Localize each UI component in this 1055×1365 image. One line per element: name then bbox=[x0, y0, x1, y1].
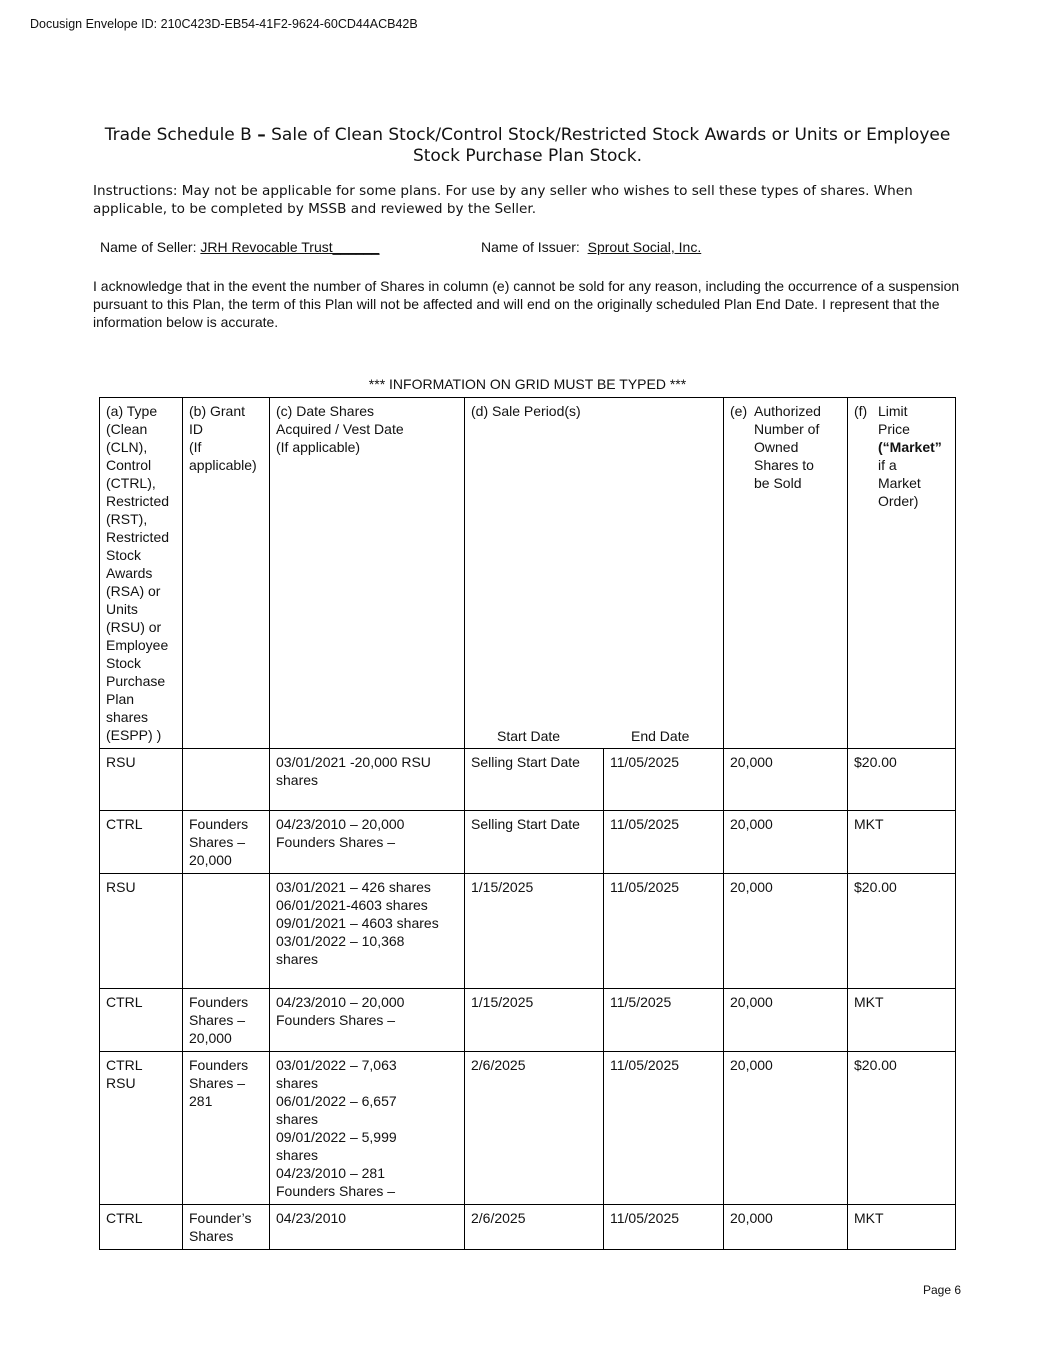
cell-type: CTRL bbox=[100, 989, 183, 1052]
cell-price: $20.00 bbox=[848, 749, 956, 811]
header-limit-price bbox=[848, 398, 956, 749]
issuer-value: Sprout Social, Inc. bbox=[587, 239, 702, 255]
cell-shares: 20,000 bbox=[724, 989, 848, 1052]
table-row bbox=[100, 874, 956, 989]
cell-grant: Founder’s Shares bbox=[183, 1205, 270, 1250]
cell-type: RSU bbox=[100, 749, 183, 811]
names-line bbox=[100, 239, 702, 255]
cell-price: $20.00 bbox=[848, 1052, 956, 1205]
cell-end: 11/05/2025 bbox=[604, 874, 724, 989]
cell-acquired: 04/23/2010 – 20,000 Founders Shares – bbox=[270, 811, 465, 874]
header-start-date: Start Date bbox=[497, 728, 561, 744]
header-f-line3: if a Market Order) bbox=[878, 457, 921, 509]
grid-note: *** INFORMATION ON GRID MUST BE TYPED *** bbox=[368, 376, 687, 392]
header-authorized-shares bbox=[724, 398, 848, 749]
cell-start: 1/15/2025 bbox=[465, 874, 604, 989]
cell-shares: 20,000 bbox=[724, 811, 848, 874]
cell-type: CTRL RSU bbox=[100, 1052, 183, 1205]
seller-value: JRH Revocable Trust______ bbox=[200, 239, 380, 255]
cell-type: CTRL bbox=[100, 1205, 183, 1250]
cell-shares: 20,000 bbox=[724, 874, 848, 989]
cell-grant bbox=[183, 874, 270, 989]
trade-schedule-table bbox=[99, 397, 956, 1250]
cell-grant: Founders Shares – 20,000 bbox=[183, 811, 270, 874]
cell-acquired: 03/01/2022 – 7,063 shares 06/01/2022 – 6,657 shares 09/01/2022 – 5,999 shares 04/23/2010 – 281 Founders Shares – bbox=[270, 1052, 465, 1205]
issuer-label: Name of Issuer: bbox=[481, 239, 580, 255]
cell-type: RSU bbox=[100, 874, 183, 989]
table-row bbox=[100, 1205, 956, 1250]
header-sale-period-label: (d) Sale Period(s) bbox=[471, 403, 581, 419]
cell-start: Selling Start Date bbox=[465, 811, 604, 874]
cell-start: 1/15/2025 bbox=[465, 989, 604, 1052]
cell-start: 2/6/2025 bbox=[465, 1205, 604, 1250]
cell-acquired: 03/01/2021 -20,000 RSU shares bbox=[270, 749, 465, 811]
title-dash: – bbox=[257, 125, 266, 145]
header-date-acquired: (c) Date Shares Acquired / Vest Date (If applicable) bbox=[270, 398, 465, 749]
table-row bbox=[100, 989, 956, 1052]
page-title bbox=[90, 125, 965, 167]
cell-price: $20.00 bbox=[848, 874, 956, 989]
cell-end: 11/05/2025 bbox=[604, 811, 724, 874]
acknowledgement: I acknowledge that in the event the number of Shares in column (e) cannot be sold for any reason, including the occurrence of a suspension pursuant to this Plan, the term of this Plan will not be affected and will end on the originally scheduled Plan End Date. I represent that the information below is accurate. bbox=[93, 278, 960, 330]
cell-acquired: 04/23/2010 bbox=[270, 1205, 465, 1250]
header-type: (a) Type (Clean (CLN), Control (CTRL), Restricted (RST), Restricted Stock Awards (RSA) or Units (RSU) or Employee Stock Purchase Plan shares (ESPP) ) bbox=[100, 398, 183, 749]
envelope-id: Docusign Envelope ID: 210C423D-EB54-41F2-9624-60CD44ACB42B bbox=[30, 17, 418, 31]
cell-start: Selling Start Date bbox=[465, 749, 604, 811]
table-row bbox=[100, 1052, 956, 1205]
cell-end: 11/05/2025 bbox=[604, 749, 724, 811]
seller-field bbox=[100, 239, 379, 255]
header-sale-period bbox=[465, 398, 724, 749]
cell-grant bbox=[183, 749, 270, 811]
header-f-prefix: (f) bbox=[854, 403, 868, 419]
cell-end: 11/5/2025 bbox=[604, 989, 724, 1052]
table-header-row bbox=[100, 398, 956, 749]
header-e-text: Authorized Number of Owned Shares to be Sold bbox=[754, 403, 821, 491]
seller-label: Name of Seller: bbox=[100, 239, 197, 255]
header-e-prefix: (e) bbox=[730, 403, 748, 419]
table-row bbox=[100, 811, 956, 874]
cell-price: MKT bbox=[848, 1205, 956, 1250]
title-part1: Trade Schedule B bbox=[104, 125, 252, 145]
header-f-bold: (“Market” bbox=[878, 439, 942, 455]
cell-shares: 20,000 bbox=[724, 1205, 848, 1250]
cell-price: MKT bbox=[848, 811, 956, 874]
header-grant-id: (b) Grant ID (If applicable) bbox=[183, 398, 270, 749]
cell-acquired: 03/01/2021 – 426 shares 06/01/2021-4603 shares 09/01/2021 – 4603 shares 03/01/2022 – 10,368 shares bbox=[270, 874, 465, 989]
cell-price: MKT bbox=[848, 989, 956, 1052]
cell-grant: Founders Shares – 281 bbox=[183, 1052, 270, 1205]
cell-grant: Founders Shares – 20,000 bbox=[183, 989, 270, 1052]
cell-end: 11/05/2025 bbox=[604, 1052, 724, 1205]
header-end-date: End Date bbox=[631, 728, 690, 744]
title-part2: Sale of Clean Stock/Control Stock/Restricted Stock Awards or Units or Employee Stock Purchase Plan Stock. bbox=[271, 125, 951, 166]
table-row bbox=[100, 749, 956, 811]
header-f-line1: Limit Price bbox=[878, 403, 910, 437]
cell-end: 11/05/2025 bbox=[604, 1205, 724, 1250]
issuer-field bbox=[481, 239, 701, 255]
cell-shares: 20,000 bbox=[724, 1052, 848, 1205]
cell-acquired: 04/23/2010 – 20,000 Founders Shares – bbox=[270, 989, 465, 1052]
cell-type: CTRL bbox=[100, 811, 183, 874]
cell-start: 2/6/2025 bbox=[465, 1052, 604, 1205]
instructions: Instructions: May not be applicable for some plans. For use by any seller who wishes to sell these types of shares. When applicable, to be completed by MSSB and reviewed by the Seller. bbox=[93, 183, 913, 217]
page-number: Page 6 bbox=[923, 1283, 962, 1297]
cell-shares: 20,000 bbox=[724, 749, 848, 811]
